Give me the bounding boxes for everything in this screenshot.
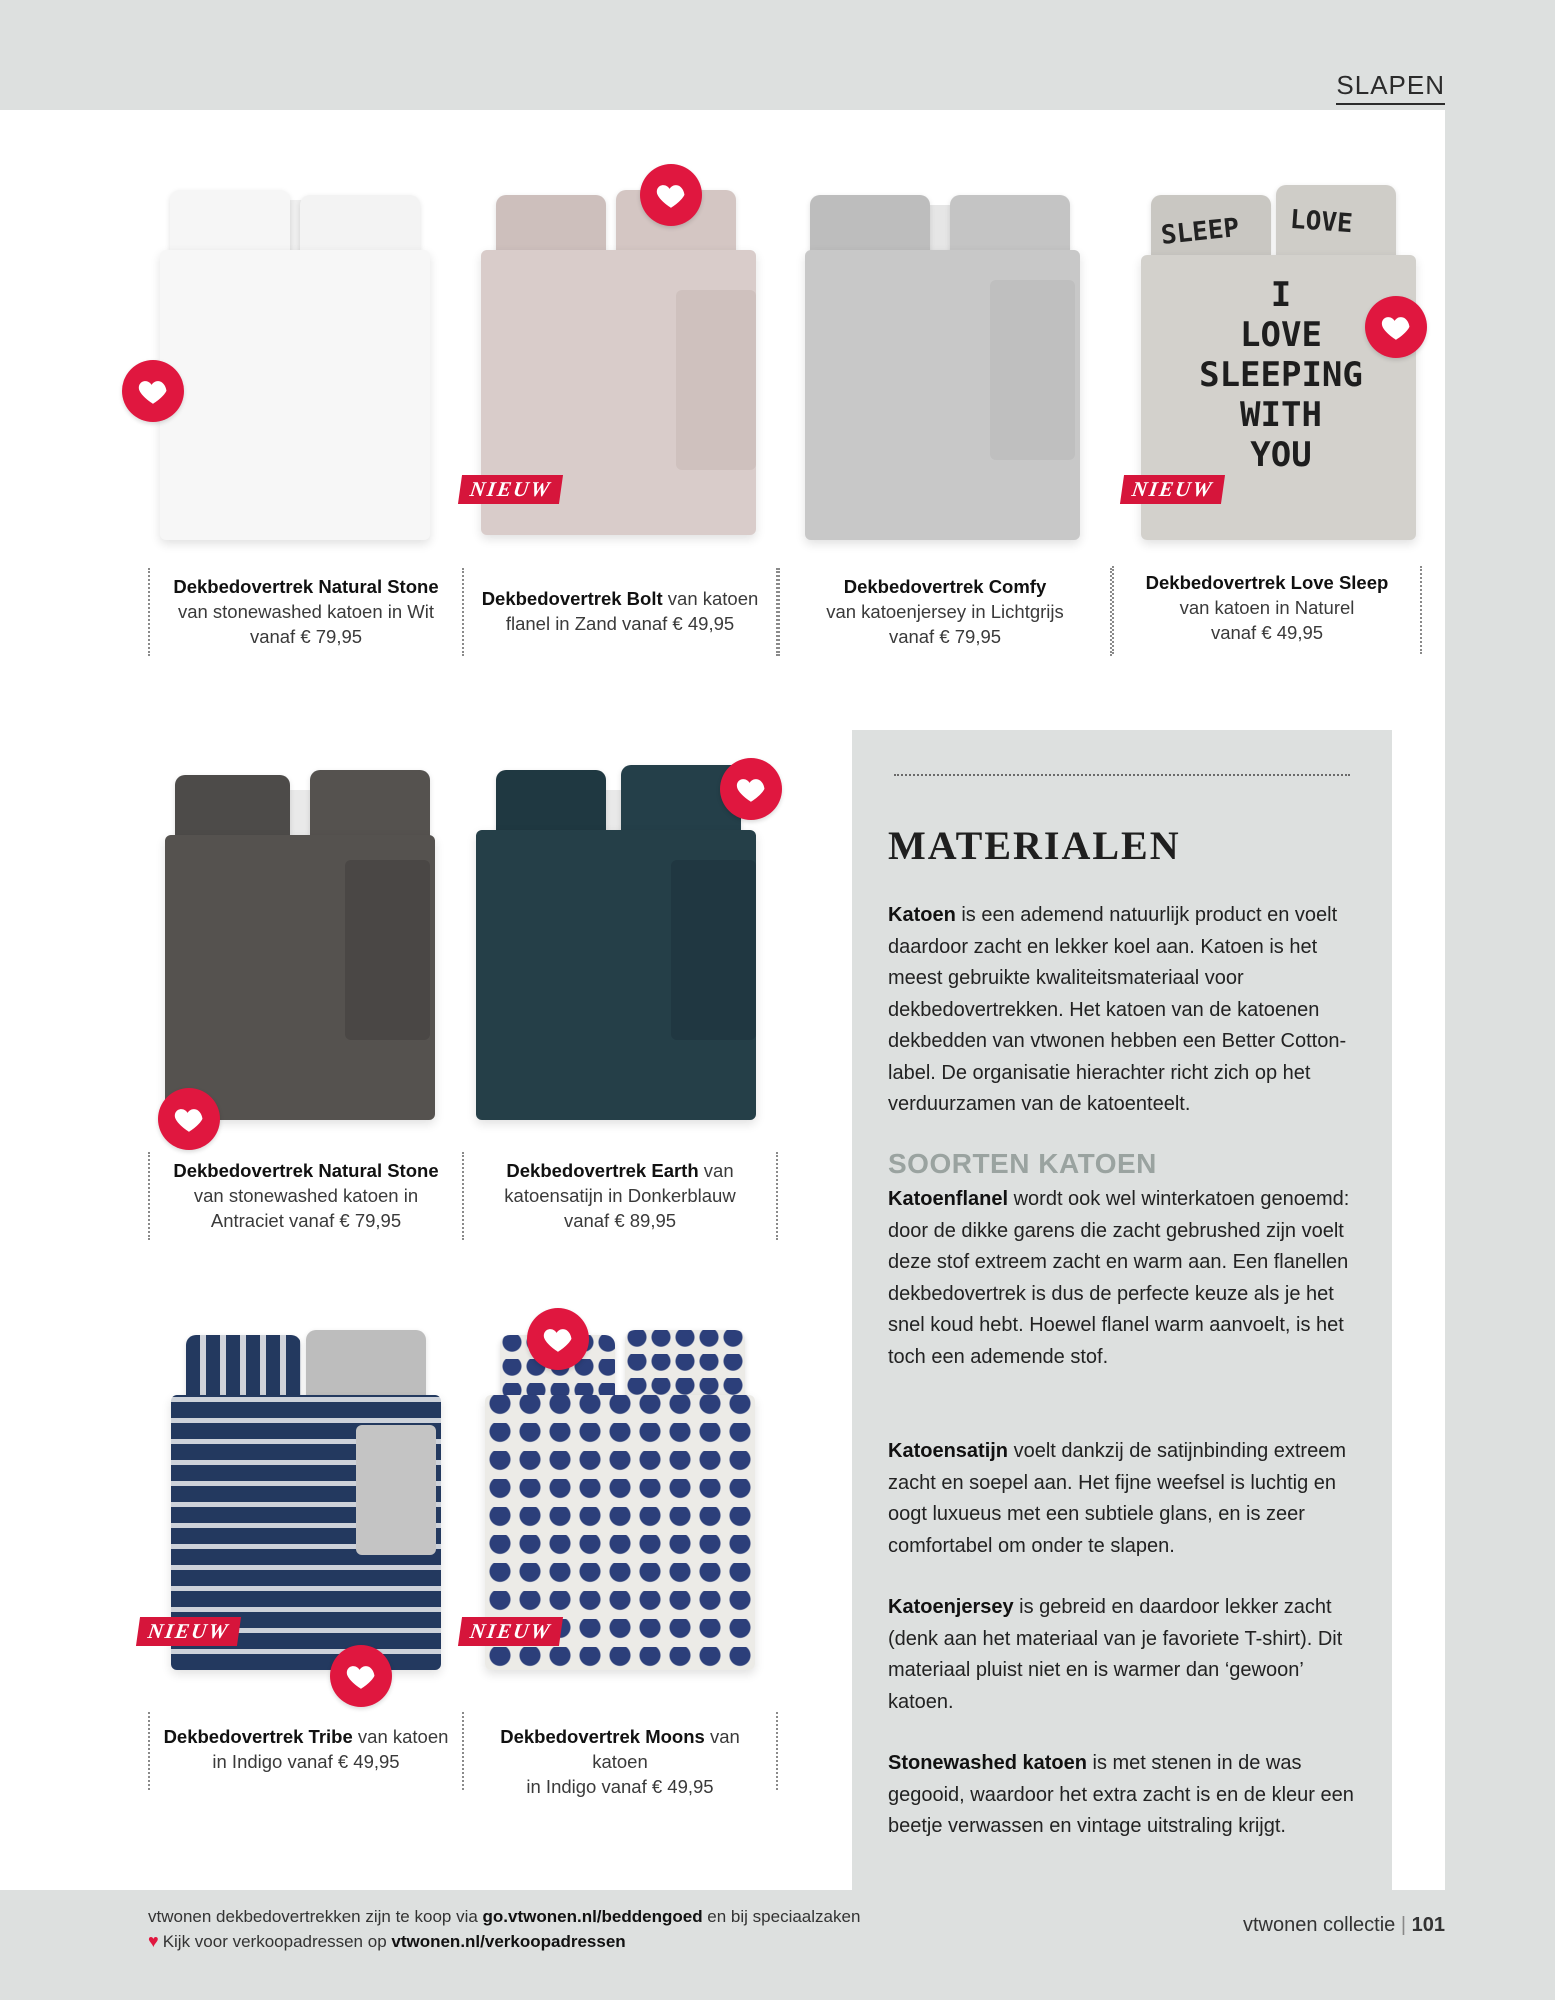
stonewashed-paragraph: Stonewashed katoen is met stenen in de was gegooid, waardoor het extra zacht is en de kleur een beetje verwassen en vintage uitstraling krijgt. — [888, 1752, 1354, 1837]
product-caption: Dekbedovertrek Bolt van katoen flanel in Zand vanaf € 49,95 — [462, 568, 778, 656]
product-natural-stone-white[interactable] — [150, 180, 440, 550]
dotted-divider — [894, 774, 1350, 776]
new-badge: NIEUW — [458, 475, 563, 504]
heart-icon[interactable] — [1365, 296, 1427, 358]
product-caption: Dekbedovertrek Earth van katoensatijn in Donkerblauw vanaf € 89,95 — [462, 1152, 778, 1240]
new-badge: NIEUW — [458, 1617, 563, 1646]
product-caption: Dekbedovertrek Tribe van katoen in Indigo vanaf € 49,95 — [148, 1712, 464, 1790]
materials-title: MATERIALEN — [888, 823, 1181, 868]
katoenflanel-paragraph: Katoenflanel wordt ook wel winterkatoen genoemd: door de dikke garens die zacht gebrushed zijn voelt deze stof extreem zacht en warm aan. Een flanellen dekbedovertrek is dus de perfecte keuze als je het snel koud hebt. Hoewel flanel warm aanvoelt, is het toch een ademende stof. — [888, 1188, 1350, 1368]
katoen-paragraph: Katoen is een ademend natuurlijk product en voelt daardoor zacht en lekker koel aan. Katoen is het meest gebruikte kwaliteitsmateriaal voor dekbedovertrekken. Het katoen van de katoenen dekbedden van vtwonen hebben een Better Cotton-label. De organisatie hierachter richt zich op het verduurzamen van de katoenteelt. — [888, 904, 1347, 1115]
page-number: vtwonen collectie | 101 — [1242, 1914, 1445, 1936]
new-badge: NIEUW — [136, 1617, 241, 1646]
beddengoed-link[interactable]: go.vtwonen.nl/beddengoed — [482, 1907, 703, 1926]
soorten-katoen-heading: SOORTEN KATOEN — [888, 1148, 1157, 1179]
product-caption: Dekbedovertrek Comfy van katoenjersey in Lichtgrijs vanaf € 79,95 — [778, 568, 1112, 656]
top-band — [0, 0, 1555, 110]
product-caption: Dekbedovertrek Natural Stone van stonewashed katoen in Antraciet vanaf € 79,95 — [148, 1152, 464, 1240]
footer-line-2: ♥ Kijk voor verkoopadressen op vtwonen.nl/verkoopadressen — [148, 1931, 626, 1951]
right-margin-strip — [1445, 110, 1555, 1890]
verkoopadressen-link[interactable]: vtwonen.nl/verkoopadressen — [391, 1932, 626, 1951]
materials-panel — [852, 730, 1392, 1890]
product-caption: Dekbedovertrek Moons van katoen in Indigo vanaf € 49,95 — [462, 1712, 778, 1790]
new-badge: NIEUW — [1120, 475, 1225, 504]
duvet-image — [160, 250, 430, 540]
heart-icon[interactable] — [527, 1308, 589, 1370]
section-title: SLAPEN — [1336, 70, 1445, 105]
heart-icon[interactable] — [640, 164, 702, 226]
heart-icon[interactable] — [122, 360, 184, 422]
heart-icon[interactable] — [330, 1645, 392, 1707]
small-heart-icon: ♥ — [148, 1931, 159, 1951]
duvet-print-text: I LOVE SLEEPING WITH YOU — [1199, 275, 1363, 475]
product-earth-donkerblauw[interactable] — [476, 760, 766, 1130]
katoenjersey-paragraph: Katoenjersey is gebreid en daardoor lekker zacht (denk aan het materiaal van je favoriete T-shirt). Dit materiaal pluist niet en is warmer dan ‘gewoon’ katoen. — [888, 1596, 1343, 1713]
product-caption: Dekbedovertrek Natural Stone van stonewashed katoen in Wit vanaf € 79,95 — [148, 568, 464, 656]
katoensatijn-paragraph: Katoensatijn voelt dankzij de satijnbinding extreem zacht en soepel aan. Het fijne weefsel is luchtig en oogt luxueus met een subtiele glans, en is zeer comfortabel om onder te slapen. — [888, 1440, 1346, 1557]
product-natural-stone-antraciet[interactable] — [160, 760, 450, 1130]
heart-icon[interactable] — [158, 1088, 220, 1150]
footer-note — [148, 1905, 860, 1954]
product-caption: Dekbedovertrek Love Sleep van katoen in Naturel vanaf € 49,95 — [1112, 566, 1422, 654]
footer-line-1: vtwonen dekbedovertrekken zijn te koop via go.vtwonen.nl/beddengoed en bij speciaalzaken — [148, 1907, 861, 1926]
pillow-print-text: SLEEP — [1159, 212, 1241, 252]
heart-icon[interactable] — [720, 758, 782, 820]
product-comfy-lichtgrijs[interactable] — [800, 180, 1090, 550]
pillow-print-text: LOVE — [1289, 204, 1354, 240]
